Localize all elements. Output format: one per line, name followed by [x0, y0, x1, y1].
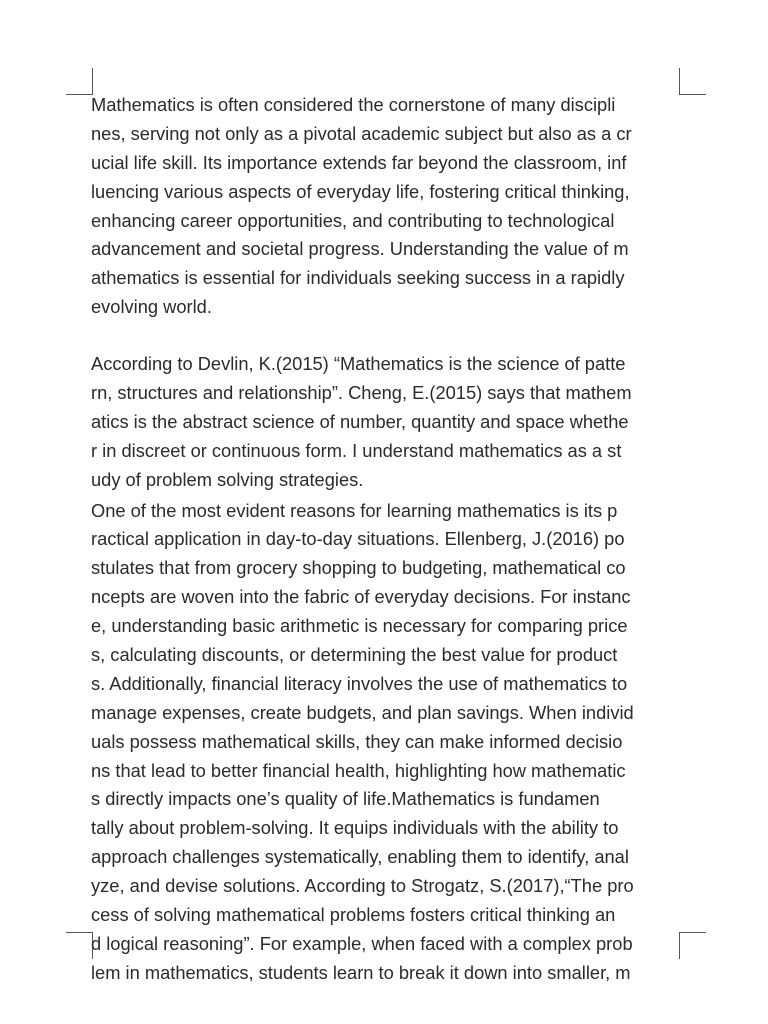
text-line: nes, serving not only as a pivotal academic subject but also as a cr [91, 122, 632, 144]
text-line: luencing various aspects of everyday life, fostering critical thinking, [91, 180, 630, 202]
text-line: r in discreet or continuous form. I understand mathematics as a st [91, 439, 622, 461]
text-line: uals possess mathematical skills, they can make informed decisio [91, 730, 623, 752]
text-line: s directly impacts one’s quality of life.Mathematics is fundamen [91, 788, 600, 810]
paragraph-1 [91, 91, 691, 322]
text-line: evolving world. [91, 296, 212, 318]
text-line: e, understanding basic arithmetic is necessary for comparing price [91, 615, 628, 637]
text-line: tally about problem-solving. It equips individuals with the ability to [91, 817, 619, 839]
text-line: s. Additionally, financial literacy involves the use of mathematics to [91, 672, 628, 694]
crop-mark-bottom-left [66, 932, 93, 959]
text-line: One of the most evident reasons for learning mathematics is its p [91, 499, 618, 521]
text-line: lem in mathematics, students learn to break it down into smaller, m [91, 961, 631, 983]
text-line: athematics is essential for individuals seeking success in a rapidly [91, 267, 625, 289]
text-line: cess of solving mathematical problems fosters critical thinking an [91, 904, 616, 926]
paragraph-2 [91, 350, 691, 494]
paragraph-spacer [91, 322, 691, 350]
text-line: d logical reasoning”. For example, when faced with a complex prob [91, 932, 633, 954]
text-line: ns that lead to better financial health, highlighting how mathematic [91, 759, 626, 781]
text-line: yze, and devise solutions. According to Strogatz, S.(2017),“The pro [91, 875, 634, 897]
text-line: advancement and societal progress. Understanding the value of m [91, 238, 629, 260]
text-line: udy of problem solving strategies. [91, 468, 364, 490]
text-line: Mathematics is often considered the cornerstone of many discipli [91, 94, 616, 115]
text-line: rn, structures and relationship”. Cheng, E.(2015) says that mathem [91, 382, 632, 404]
text-line: According to Devlin, K.(2015) “Mathematics is the science of patte [91, 353, 626, 375]
text-line: enhancing career opportunities, and contributing to technological [91, 209, 615, 231]
text-line: manage expenses, create budgets, and plan savings. When individ [91, 701, 634, 723]
text-line: ncepts are woven into the fabric of everyday decisions. For instanc [91, 586, 631, 608]
text-line: stulates that from grocery shopping to budgeting, mathematical co [91, 557, 626, 579]
text-line: ucial life skill. Its importance extends far beyond the classroom, inf [91, 151, 627, 173]
paragraph-3 [91, 497, 691, 988]
crop-mark-top-left [66, 68, 93, 95]
text-line: approach challenges systematically, enabling them to identify, anal [91, 846, 629, 868]
document-body [91, 91, 691, 988]
text-line: s, calculating discounts, or determining the best value for product [91, 644, 618, 666]
text-line: ractical application in day-to-day situations. Ellenberg, J.(2016) po [91, 528, 625, 550]
text-line: atics is the abstract science of number, quantity and space whethe [91, 410, 629, 432]
